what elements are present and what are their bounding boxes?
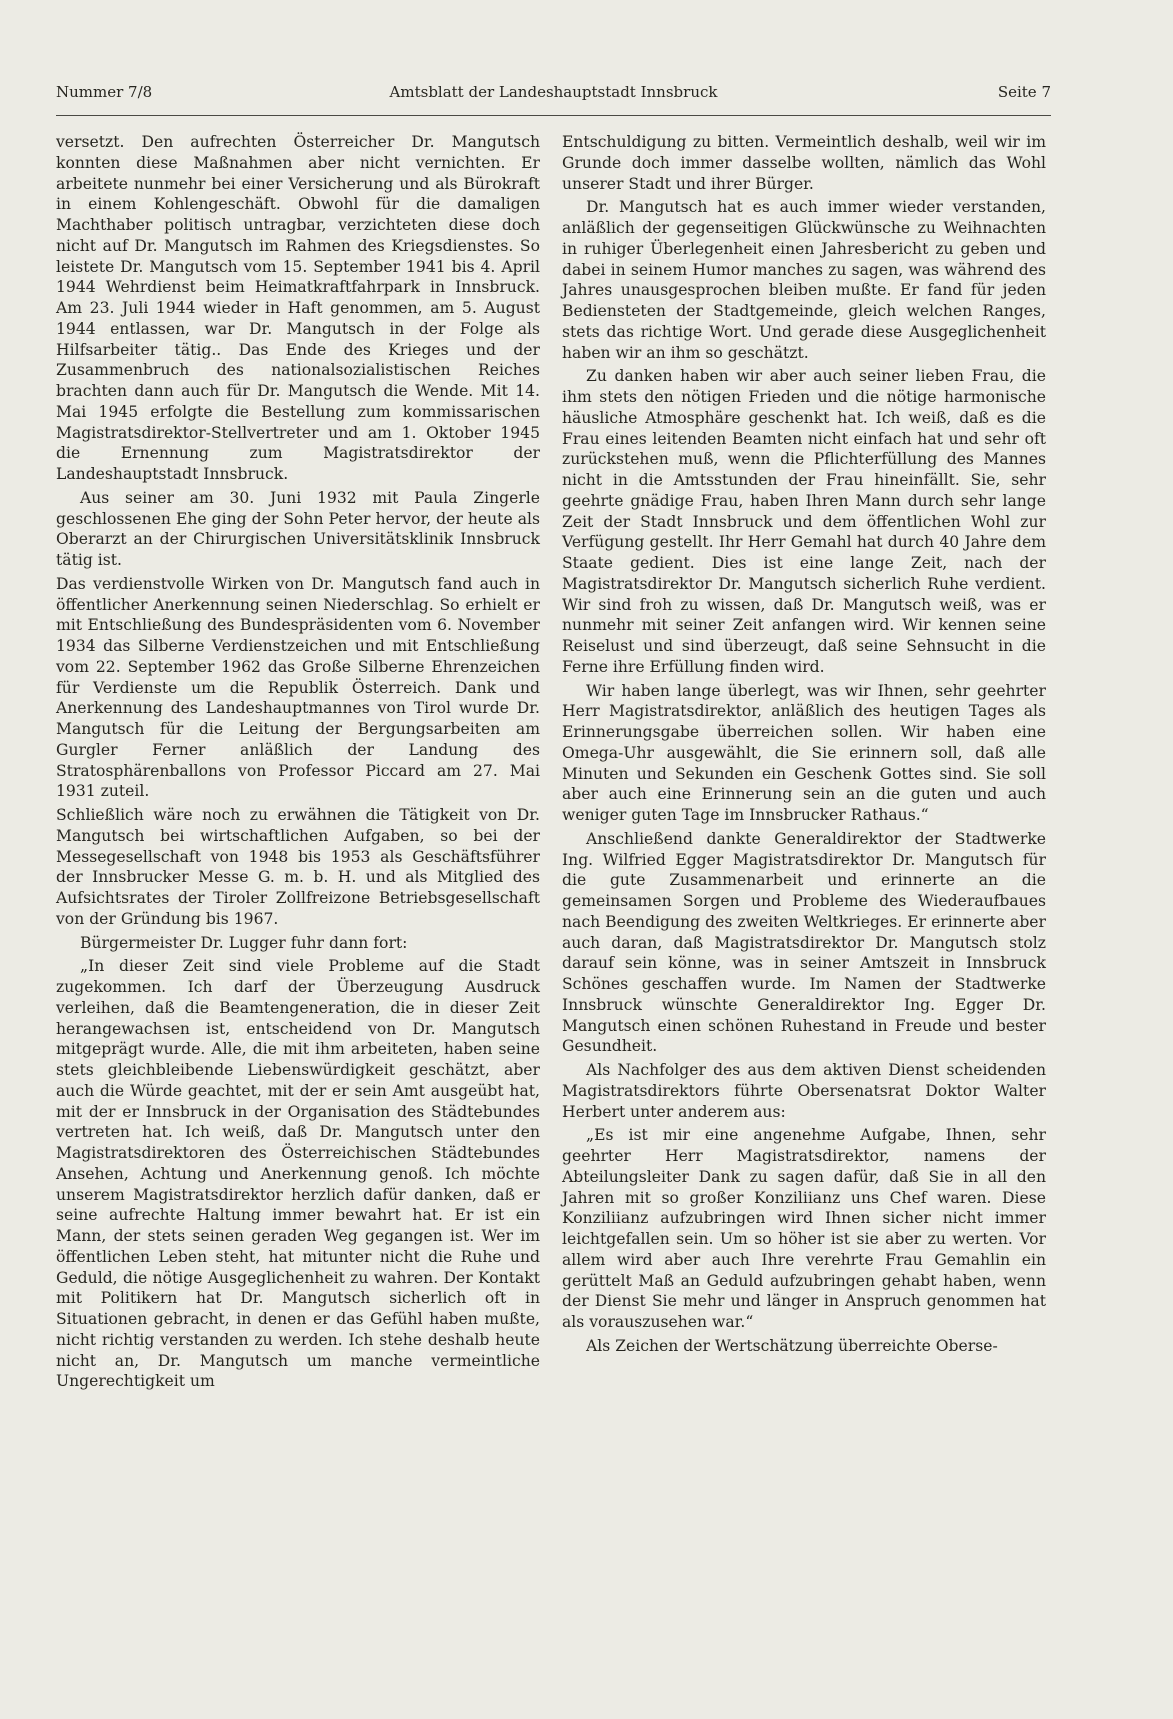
paragraph: Als Zeichen der Wertschätzung überreichte Oberse- bbox=[586, 1336, 998, 1355]
paragraph: versetzt. Den aufrechten Österreicher Dr. Mangutsch konnten diese Maßnahmen aber nicht vernichten. Er arbeitete nunmehr bei einer Versicherung und als Bürokraft in einem Kohlengeschäft. Obwohl für die damaligen Machthaber politisch untragbar, verzichteten diese doch nicht auf Dr. Mangutsch im Rahmen des Kriegsdienstes. So leistete Dr. Mangutsch vom 15. September 1941 bis 4. April 1944 Wehrdienst beim Heimatkraftfahrpark in Innsbruck. Am 23. Juli 1944 wieder in Haft genommen, am 5. August 1944 entlassen, war Dr. Mangutsch in der Folge als Hilfsarbeiter tätig.. Das Ende des Krieges und der Zusammenbruch des nationalsozialistischen Reiches brachten dann auch für Dr. Mangutsch die Wende. Mit 14. Mai 1945 erfolgte die Bestellung zum kommissarischen Magistratsdirektor-Stellvertreter und am 1. Oktober 1945 die Ernennung zum Magistratsdirektor der Landeshauptstadt Innsbruck. bbox=[56, 133, 540, 483]
paragraph: Wir haben lange überlegt, was wir Ihnen, sehr geehrter Herr Magistratsdirektor, anläßlich des heutigen Tages als Erinnerungsgabe überreichen sollen. Wir haben eine Omega-Uhr ausgewählt, die Sie erinnern soll, daß alle Minuten und Sekunden ein Geschenk Gottes sind. Sie soll aber auch eine Erinnerung sein an die guten und auch weniger guten Tage im Innsbrucker Rathaus.“ bbox=[562, 681, 1046, 824]
publication-title: Amtsblatt der Landeshauptstadt Innsbruck bbox=[389, 83, 718, 101]
paragraph: Aus seiner am 30. Juni 1932 mit Paula Zingerle geschlossenen Ehe ging der Sohn Peter hervor, der heute als Oberarzt an der Chirurgischen Universitätsklinik Innsbruck tätig ist. bbox=[56, 488, 540, 569]
left-column bbox=[56, 132, 540, 1395]
right-column bbox=[562, 132, 1046, 1360]
paragraph: Bürgermeister Dr. Lugger fuhr dann fort: bbox=[80, 933, 408, 952]
paragraph: Dr. Mangutsch hat es auch immer wieder verstanden, anläßlich der gegenseitigen Glückwünsche zu Weihnachten in ruhiger Überlegenheit einen Jahresbericht zu geben und dabei in seinem Humor manches zu sagen, was während des Jahres unausgesprochen bleiben mußte. Er fand für jeden Bediensteten der Stadtgemeinde, gleich welchen Ranges, stets das richtige Wort. Und gerade diese Ausgeglichenheit haben wir an ihm so geschätzt. bbox=[562, 198, 1046, 362]
page-number: Seite 7 bbox=[997, 83, 1051, 101]
paragraph: Entschuldigung zu bitten. Vermeintlich deshalb, weil wir im Grunde doch immer dasselbe wollten, nämlich das Wohl unserer Stadt und ihrer Bürger. bbox=[562, 133, 1046, 193]
paragraph: „Es ist mir eine angenehme Aufgabe, Ihnen, sehr geehrter Herr Magistratsdirektor, namens der Abteilungsleiter Dank zu sagen dafür, daß Sie in all den Jahren mit so großer Konziliianz uns Chef waren. Diese Konziliianz aufzubringen wird Ihnen sicher nicht immer leichtgefallen sein. Um so höher ist sie aber zu werten. Vor allem wird aber auch Ihre verehrte Frau Gemahlin ein gerüttelt Maß an Geduld aufzubringen gehabt haben, wenn der Dienst Sie mehr und länger in Anspruch genommen hat als vorauszusehen war.“ bbox=[562, 1126, 1046, 1331]
paragraph: Anschließend dankte Generaldirektor der Stadtwerke Ing. Wilfried Egger Magistratsdirektor Dr. Mangutsch für die gute Zusammenarbeit und erinnerte an die gemeinsamen Sorgen und Probleme des Wiederaufbaues nach Beendigung des zweiten Weltkrieges. Er erinnerte aber auch daran, daß Magistratsdirektor Dr. Mangutsch stolz darauf sein könne, was in seiner Amtszeit in Innsbruck Schönes geschaffen wurde. Im Namen der Stadtwerke Innsbruck wünschte Generaldirektor Ing. Egger Dr. Mangutsch einen schönen Ruhestand in Freude und bester Gesundheit. bbox=[562, 829, 1046, 1056]
paragraph: „In dieser Zeit sind viele Probleme auf die Stadt zugekommen. Ich darf der Überzeugung Ausdruck verleihen, daß die Beamtengeneration, die in dieser Zeit herangewachsen ist, entscheidend von Dr. Mangutsch mitgeprägt wurde. Alle, die mit ihm arbeiteten, haben seine stets gleichbleibende Liebenswürdigkeit geschätzt, aber auch die Würde geachtet, mit der er sein Amt ausgeübt hat, mit der er Innsbruck in der Organisation des Städtebundes vertreten hat. Ich weiß, daß Dr. Mangutsch unter den Magistratsdirektoren des Österreichischen Städtebundes Ansehen, Achtung und Anerkennung genoß. Ich möchte unserem Magistratsdirektor herzlich dafür danken, daß er seine aufrechte Haltung immer bewahrt hat. Er ist ein Mann, der stets seinen geraden Weg gegangen ist. Wer im öffentlichen Leben steht, hat mitunter nicht die Ruhe und Geduld, die nötige Ausgeglichenheit zu wahren. Der Kontakt mit Politikern hat Dr. Mangutsch sicherlich oft in Situationen gebracht, in denen er das Gefühl haben mußte, nicht richtig verstanden zu werden. Ich stehe deshalb heute nicht an, Dr. Mangutsch um manche vermeintliche Ungerechtigkeit um bbox=[56, 957, 540, 1391]
paragraph: Zu danken haben wir aber auch seiner lieben Frau, die ihm stets den nötigen Frieden und die nötige harmonische häusliche Atmosphäre geschenkt hat. Ich weiß, daß es die Frau eines leitenden Beamten nicht einfach hat und sehr oft zurückstehen muß, wenn die Pflichterfüllung des Mannes nicht in die Amtsstunden der Frau hineinfällt. Sie, sehr geehrte gnädige Frau, haben Ihren Mann durch sehr lange Zeit der Stadt Innsbruck und dem öffentlichen Wohl zur Verfügung gestellt. Ihr Herr Gemahl hat durch 40 Jahre dem Staate gedient. Dies ist eine lange Zeit, nach der Magistratsdirektor Dr. Mangutsch sicherlich Ruhe verdient. Wir sind froh zu wissen, daß Dr. Mangutsch weiß, was er nunmehr mit seiner Zeit anfangen wird. Wir kennen seine Reiselust und sind überzeugt, daß seine Sehnsucht in die Ferne ihre Erfüllung finden wird. bbox=[562, 367, 1046, 676]
page-header bbox=[56, 80, 1051, 104]
paragraph: Als Nachfolger des aus dem aktiven Dienst scheidenden Magistratsdirektors führte Obersenatsrat Doktor Walter Herbert unter anderem aus: bbox=[562, 1061, 1046, 1121]
paragraph: Das verdienstvolle Wirken von Dr. Mangutsch fand auch in öffentlicher Anerkennung seinen Niederschlag. So erhielt er mit Entschließung des Bundespräsidenten vom 6. November 1934 das Silberne Verdienstzeichen und mit Entschließung vom 22. September 1962 das Große Silberne Ehrenzeichen für Verdienste um die Republik Österreich. Dank und Anerkennung des Landeshauptmannes von Tirol wurde Dr. Mangutsch für die Leitung der Bergungsarbeiten am Gurgler Ferner anläßlich der Landung des Stratosphärenballons von Professor Piccard am 27. Mai 1931 zuteil. bbox=[56, 574, 540, 801]
paragraph: Schließlich wäre noch zu erwähnen die Tätigkeit von Dr. Mangutsch bei wirtschaftlichen Aufgaben, so bei der Messegesellschaft von 1948 bis 1953 als Geschäftsführer der Innsbrucker Messe G. m. b. H. und als Mitglied des Aufsichtsrates der Tiroler Zollfreizone Betriebsgesellschaft von der Gründung bis 1967. bbox=[56, 806, 540, 928]
header-rule bbox=[56, 115, 1051, 116]
issue-number: Nummer 7/8 bbox=[56, 83, 153, 101]
